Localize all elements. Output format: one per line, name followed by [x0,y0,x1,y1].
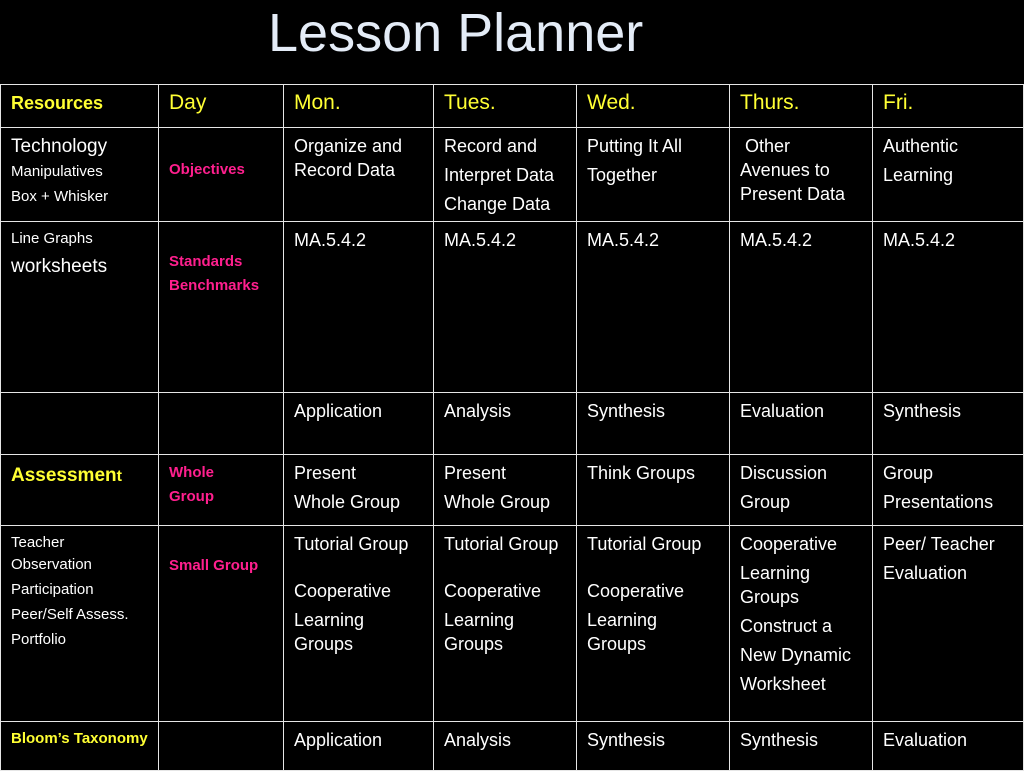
levels-row [1,393,1024,455]
cell-line: Learning Groups [740,563,811,607]
cell-line: Construct a [740,616,833,636]
cell-line: Whole Group [444,492,551,512]
resource-line: Portfolio [11,631,67,648]
whole-wed [577,455,730,526]
header-resources: Resources [1,85,159,128]
levels-fri: Synthesis [873,393,1024,455]
cell-line: Interpret Data [444,165,555,185]
bloom-thurs: Synthesis [730,722,873,771]
header-day: Day [159,85,284,128]
objectives-wed [577,128,730,222]
label-line: Whole [169,464,214,481]
objectives-row [1,128,1024,222]
bloom-day [159,722,284,771]
cell-line: Record and [444,136,538,156]
resource-technology: Technology [11,136,108,157]
objectives-fri [873,128,1024,222]
label-line: Benchmarks [169,277,260,294]
standards-tues: MA.5.4.2 [434,222,577,393]
cell-line: Change Data [444,194,551,214]
cell-line: Group [740,492,791,512]
standards-thurs: MA.5.4.2 [730,222,873,393]
bloom-tues: Analysis [434,722,577,771]
resource-line-graphs: Line Graphs [11,230,93,247]
cell-line: Evaluation [883,563,968,583]
objectives-mon: Organize and Record Data [284,128,434,222]
levels-thurs: Evaluation [730,393,873,455]
bloom-mon: Application [284,722,434,771]
bloom-row [1,722,1024,771]
header-mon: Mon. [284,85,434,128]
standards-wed: MA.5.4.2 [577,222,730,393]
objectives-tues [434,128,577,222]
cell-line: Cooperative [740,534,838,554]
header-thurs: Thurs. [730,85,873,128]
objectives-thurs: Other Avenues to Present Data [730,128,873,222]
page-title: Lesson Planner [268,3,644,63]
cell-line: Group [883,463,934,483]
cell-line: Present [294,463,357,483]
assessment-label [1,455,159,526]
assessment-text: Assessmen [11,465,117,486]
cell-line: Peer/ Teacher [883,534,995,554]
bloom-wed: Synthesis [577,722,730,771]
cell-line: Cooperative [587,581,685,601]
resource-line: Participation [11,581,94,598]
resource-box-whisker: Box + Whisker [11,188,109,205]
cell-line: Presentations [883,492,994,512]
resource-manipulatives: Manipulatives [11,163,103,180]
cell-line: Tutorial Group [444,534,559,554]
standards-mon: MA.5.4.2 [284,222,434,393]
whole-group-row [1,455,1024,526]
small-group-row [1,526,1024,722]
whole-thurs [730,455,873,526]
header-tues: Tues. [434,85,577,128]
cell-line: Whole Group [294,492,401,512]
cell-line: New Dynamic [740,645,852,665]
header-row [1,85,1024,128]
label-line: Group [169,488,214,505]
cell-line: Worksheet [740,674,826,694]
bloom-fri: Evaluation [873,722,1024,771]
lesson-planner-table [0,84,1024,771]
levels-tues: Analysis [434,393,577,455]
cell-line: Learning Groups [444,610,515,654]
label-standards [159,222,284,393]
label-whole-group [159,455,284,526]
cell-line: Authentic [883,136,959,156]
cell-line: Discussion [740,463,828,483]
label-line: Standards [169,253,243,270]
whole-tues [434,455,577,526]
small-tues [434,526,577,722]
small-mon [284,526,434,722]
small-wed [577,526,730,722]
whole-mon [284,455,434,526]
levels-resources [1,393,159,455]
levels-day [159,393,284,455]
cell-line: Learning Groups [587,610,658,654]
small-thurs [730,526,873,722]
cell-line: Tutorial Group [587,534,702,554]
cell-line: Putting It All [587,136,683,156]
cell-line: Think Groups [587,463,696,483]
cell-line: Present [444,463,507,483]
standards-fri: MA.5.4.2 [873,222,1024,393]
cell-line: Learning [883,165,954,185]
cell-line: Tutorial Group [294,534,409,554]
header-fri: Fri. [873,85,1024,128]
small-group-resources [1,526,159,722]
standards-row [1,222,1024,393]
bloom-label: Bloom’s Taxonomy [1,722,159,771]
label-small-group: Small Group [159,526,284,722]
cell-line: Learning Groups [294,610,365,654]
levels-mon: Application [284,393,434,455]
small-fri [873,526,1024,722]
label-objectives: Objectives [159,128,284,222]
header-wed: Wed. [577,85,730,128]
cell-line: Cooperative [444,581,542,601]
levels-wed: Synthesis [577,393,730,455]
whole-fri [873,455,1024,526]
assessment-text-end: t [116,468,122,485]
cell-line: Together [587,165,658,185]
cell-line: Cooperative [294,581,392,601]
standards-resources [1,222,159,393]
objectives-resources [1,128,159,222]
resource-worksheets: worksheets [11,256,108,277]
resource-line: Teacher Observation [11,534,92,573]
resource-line: Peer/Self Assess. [11,606,129,623]
